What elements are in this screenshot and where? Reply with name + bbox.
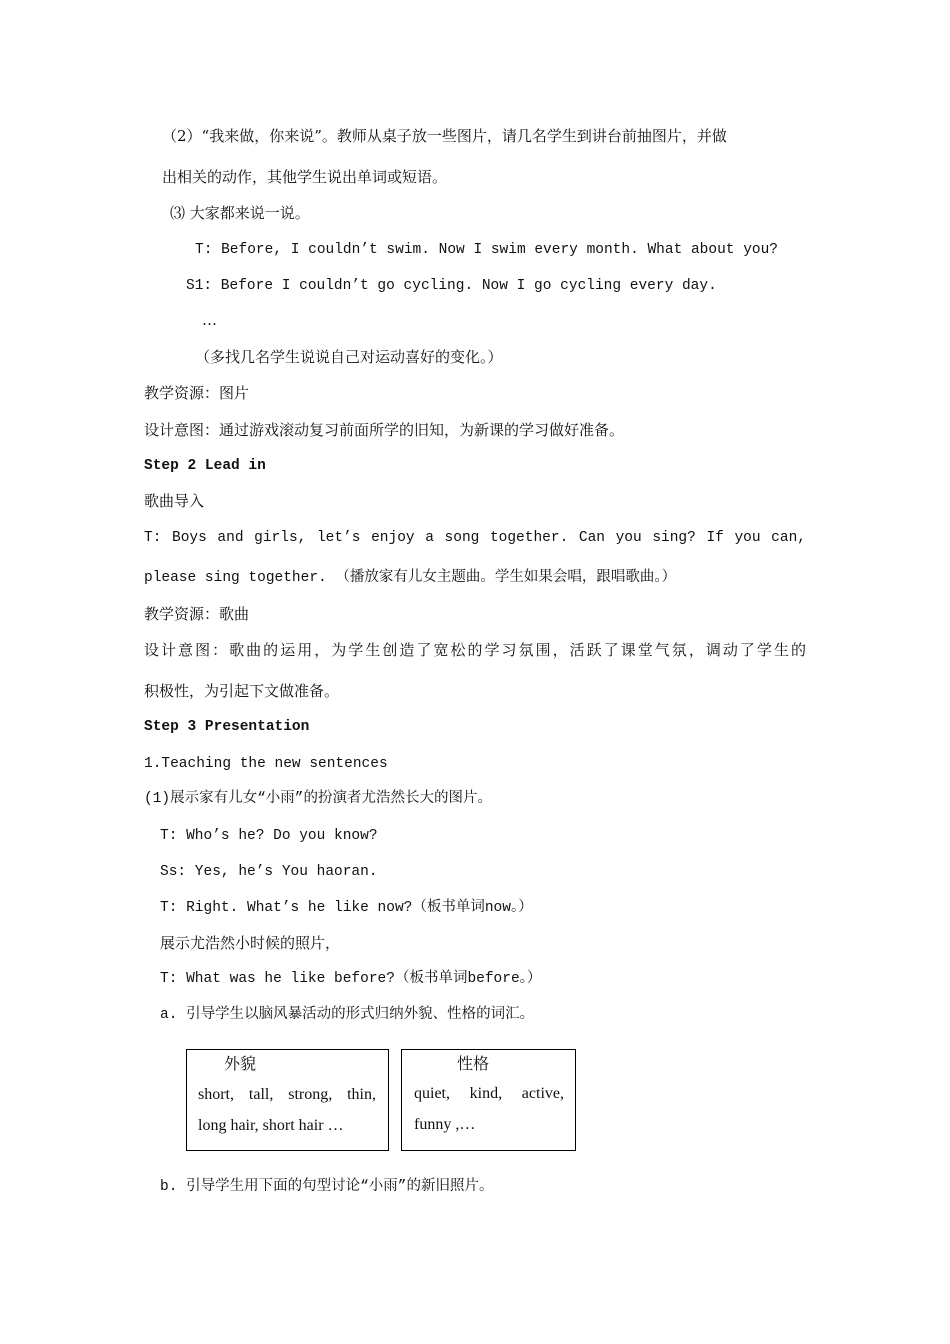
- warmup-item3-title: ⑶ 大家都来说一说。: [170, 204, 310, 222]
- warmup-note: （多找几名学生说说自己对运动喜好的变化。）: [195, 348, 503, 366]
- appearance-title: 外貌: [224, 1056, 257, 1073]
- dialog-teacher: T: Before, I couldn’t swim. Now I swim every month. What about you?: [195, 242, 778, 258]
- appearance-box: [186, 1049, 389, 1151]
- step3-dialog-1: T: Who’s he? Do you know?: [160, 828, 378, 844]
- step2-intent-line2: 积极性，为引起下文做准备。: [144, 682, 340, 700]
- warmup-resource: 教学资源：图片: [144, 384, 250, 402]
- character-box: [401, 1049, 576, 1151]
- step3-heading: Step 3 Presentation: [144, 719, 310, 735]
- step3-dialog-4: 展示尤浩然小时候的照片，: [160, 934, 341, 952]
- warmup-item2-line2: 出相关的动作，其他学生说出单词或短语。: [162, 168, 448, 186]
- step2-teacher-line1: T: Boys and girls, let’s enjoy a song together. Can you sing? If you can,: [144, 530, 806, 546]
- step2-teacher-line2: please sing together. （播放家有儿女主题曲。学生如果会唱，跟唱歌曲。）: [144, 570, 677, 586]
- step3-item-a: a. 引导学生以脑风暴活动的形式归纳外貌、性格的词汇。: [160, 1007, 535, 1023]
- dialog-ellipsis: …: [202, 311, 217, 329]
- warmup-item2-line1: （2）“我来做，你来说”。教师从桌子放一些图片，请几名学生到讲台前抽图片，并做: [162, 127, 727, 145]
- step3-item1: 1.Teaching the new sentences: [144, 756, 388, 772]
- step2-intent-line1: 设计意图：歌曲的运用，为学生创造了宽松的学习氛围，活跃了课堂气氛，调动了学生的: [144, 641, 806, 659]
- step2-subtitle: 歌曲导入: [144, 492, 205, 510]
- step3-item-b: b. 引导学生用下面的句型讨论“小雨”的新旧照片。: [160, 1179, 494, 1195]
- step3-sub1: (1)展示家有儿女“小雨”的扮演者尤浩然长大的图片。: [144, 791, 493, 807]
- dialog-s1: S1: Before I couldn’t go cycling. Now I go cycling every day.: [186, 278, 717, 294]
- appearance-words-line2: long hair, short hair …: [198, 1117, 344, 1134]
- character-words-line1: quiet, kind, active,: [414, 1085, 564, 1102]
- step3-dialog-2: Ss: Yes, he’s You haoran.: [160, 864, 378, 880]
- character-words-line2: funny ,…: [414, 1116, 476, 1133]
- step2-heading: Step 2 Lead in: [144, 458, 266, 474]
- character-title: 性格: [457, 1056, 490, 1073]
- step3-dialog-3: T: Right. What’s he like now?（板书单词now。）: [160, 900, 533, 916]
- appearance-words-line1: short, tall, strong, thin,: [198, 1086, 376, 1103]
- step3-dialog-5: T: What was he like before?（板书单词before。）: [160, 971, 542, 987]
- step2-resource: 教学资源：歌曲: [144, 605, 250, 623]
- warmup-intent: 设计意图：通过游戏滚动复习前面所学的旧知，为新课的学习做好准备。: [144, 421, 625, 439]
